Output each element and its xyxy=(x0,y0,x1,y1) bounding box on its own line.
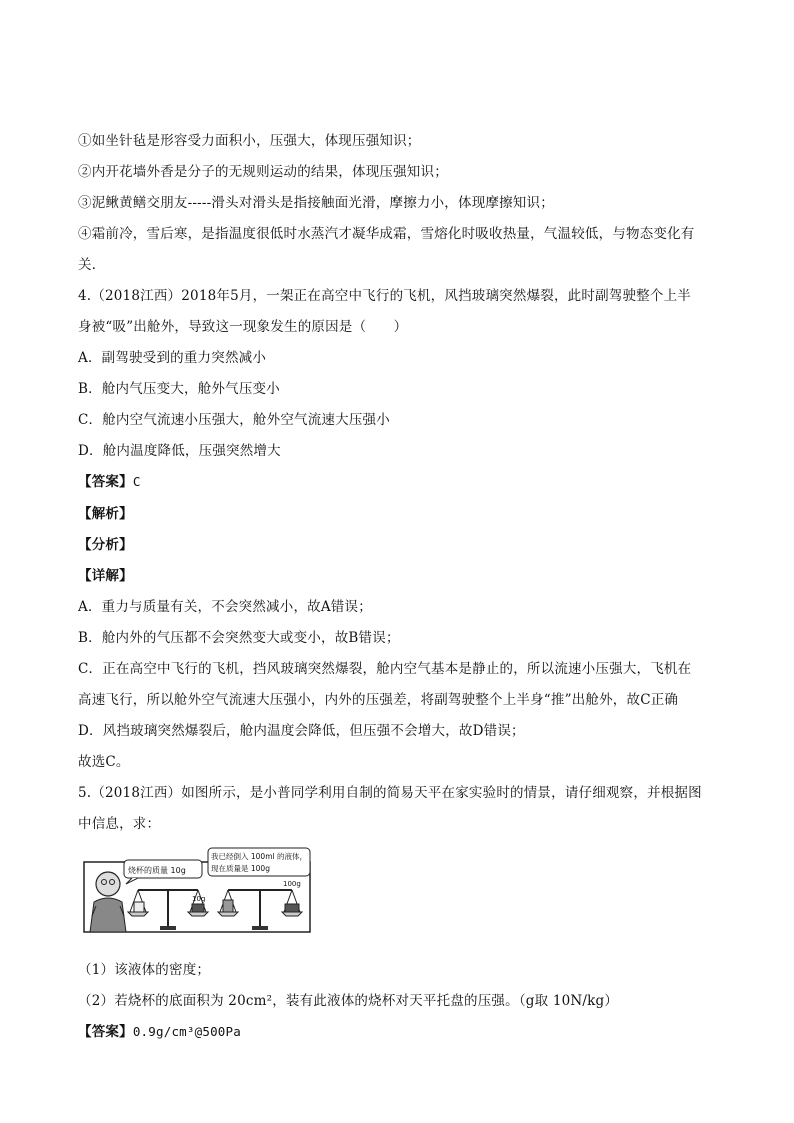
q4-analysis-label: 【解析】 xyxy=(78,506,133,522)
q4-answer xyxy=(78,470,141,490)
weight-left-label: 10g xyxy=(192,895,206,903)
q4-detail-d: D．风挡玻璃突然爆裂后，舱内温度会降低，但压强不会增大，故D错误； xyxy=(78,723,525,739)
q4-option-a: A．副驾驶受到的重力突然减小 xyxy=(78,350,267,366)
q4-detail-label: 【详解】 xyxy=(78,568,133,584)
q4-detail-c-line-2: 高速飞行，所以舱外空气流速大压强小，内外的压强差，将副驾驶整个上半身“推”出舱外，故C正确 xyxy=(78,692,679,708)
speech-bubble-right xyxy=(208,848,310,876)
q4-option-d: D．舱内温度降低，压强突然增大 xyxy=(78,443,281,459)
q5-answer xyxy=(78,1020,241,1040)
point-4: ④霜前冷，雪后寒，是指温度很低时水蒸汽才凝华成霜，雪熔化时吸收热量，气温较低，与物态变化有 xyxy=(78,226,695,242)
bubble-right-text-2: 现在质量是 100g xyxy=(211,864,270,873)
q4-answer-value: C xyxy=(132,474,141,489)
bubble-left-text: 烧杯的质量 10g xyxy=(128,866,186,875)
point-3: ③泥鳅黄鳝交朋友-----滑头对滑头是指接触面光滑，摩擦力小，体现摩擦知识； xyxy=(78,195,554,211)
balance-figure xyxy=(80,846,314,936)
q4-option-b: B．舱内气压变大，舱外气压变小 xyxy=(78,381,280,397)
q4-detail-b: B．舱内外的气压都不会突然变大或变小，故B错误； xyxy=(78,630,400,646)
q4-detail-c-line-1: C．正在高空中飞行的飞机，挡风玻璃突然爆裂，舱内空气基本是静止的，所以流速小压强大，飞机在 xyxy=(78,661,692,677)
q4-option-c: C．舱内空气流速小压强大，舱外空气流速大压强小 xyxy=(78,412,390,428)
q4-detail-a: A．重力与质量有关，不会突然减小，故A错误； xyxy=(78,599,372,615)
q4-fenxi-label: 【分析】 xyxy=(78,537,133,553)
weight-right-label: 100g xyxy=(283,880,301,888)
q5-stem-line-2: 中信息，求： xyxy=(78,816,161,832)
bubble-right-text-1: 我已经倒入 100ml 的液体， xyxy=(211,852,307,861)
q4-conclusion: 故选C。 xyxy=(78,754,130,770)
q5-stem-line-1: 5.（2018江西）如图所示，是小普同学利用自制的简易天平在家实验时的情景，请仔细观察，并根据图 xyxy=(78,785,702,801)
q5-subquestion-1: （1）该液体的密度； xyxy=(78,962,211,978)
q5-answer-value: 0.9g/cm³@500Pa xyxy=(132,1024,241,1039)
point-4-continued: 关． xyxy=(78,257,106,273)
q4-stem-line-1: 4.（2018江西）2018年5月，一架正在高空中飞行的飞机，风挡玻璃突然爆裂，此时副驾驶整个上半 xyxy=(78,288,691,304)
q5-answer-label: 【答案】 xyxy=(78,1024,133,1040)
point-1: ①如坐针毡是形容受力面积小，压强大，体现压强知识； xyxy=(78,133,421,149)
q5-subquestion-2: （2）若烧杯的底面积为 20cm²，装有此液体的烧杯对天平托盘的压强。（g取 10N/kg） xyxy=(78,993,619,1009)
q4-answer-label: 【答案】 xyxy=(78,474,133,490)
q4-stem-line-2: 身被“吸”出舱外，导致这一现象发生的原因是（ ） xyxy=(78,319,408,335)
point-2: ②内开花墙外香是分子的无规则运动的结果，体现压强知识； xyxy=(78,164,448,180)
